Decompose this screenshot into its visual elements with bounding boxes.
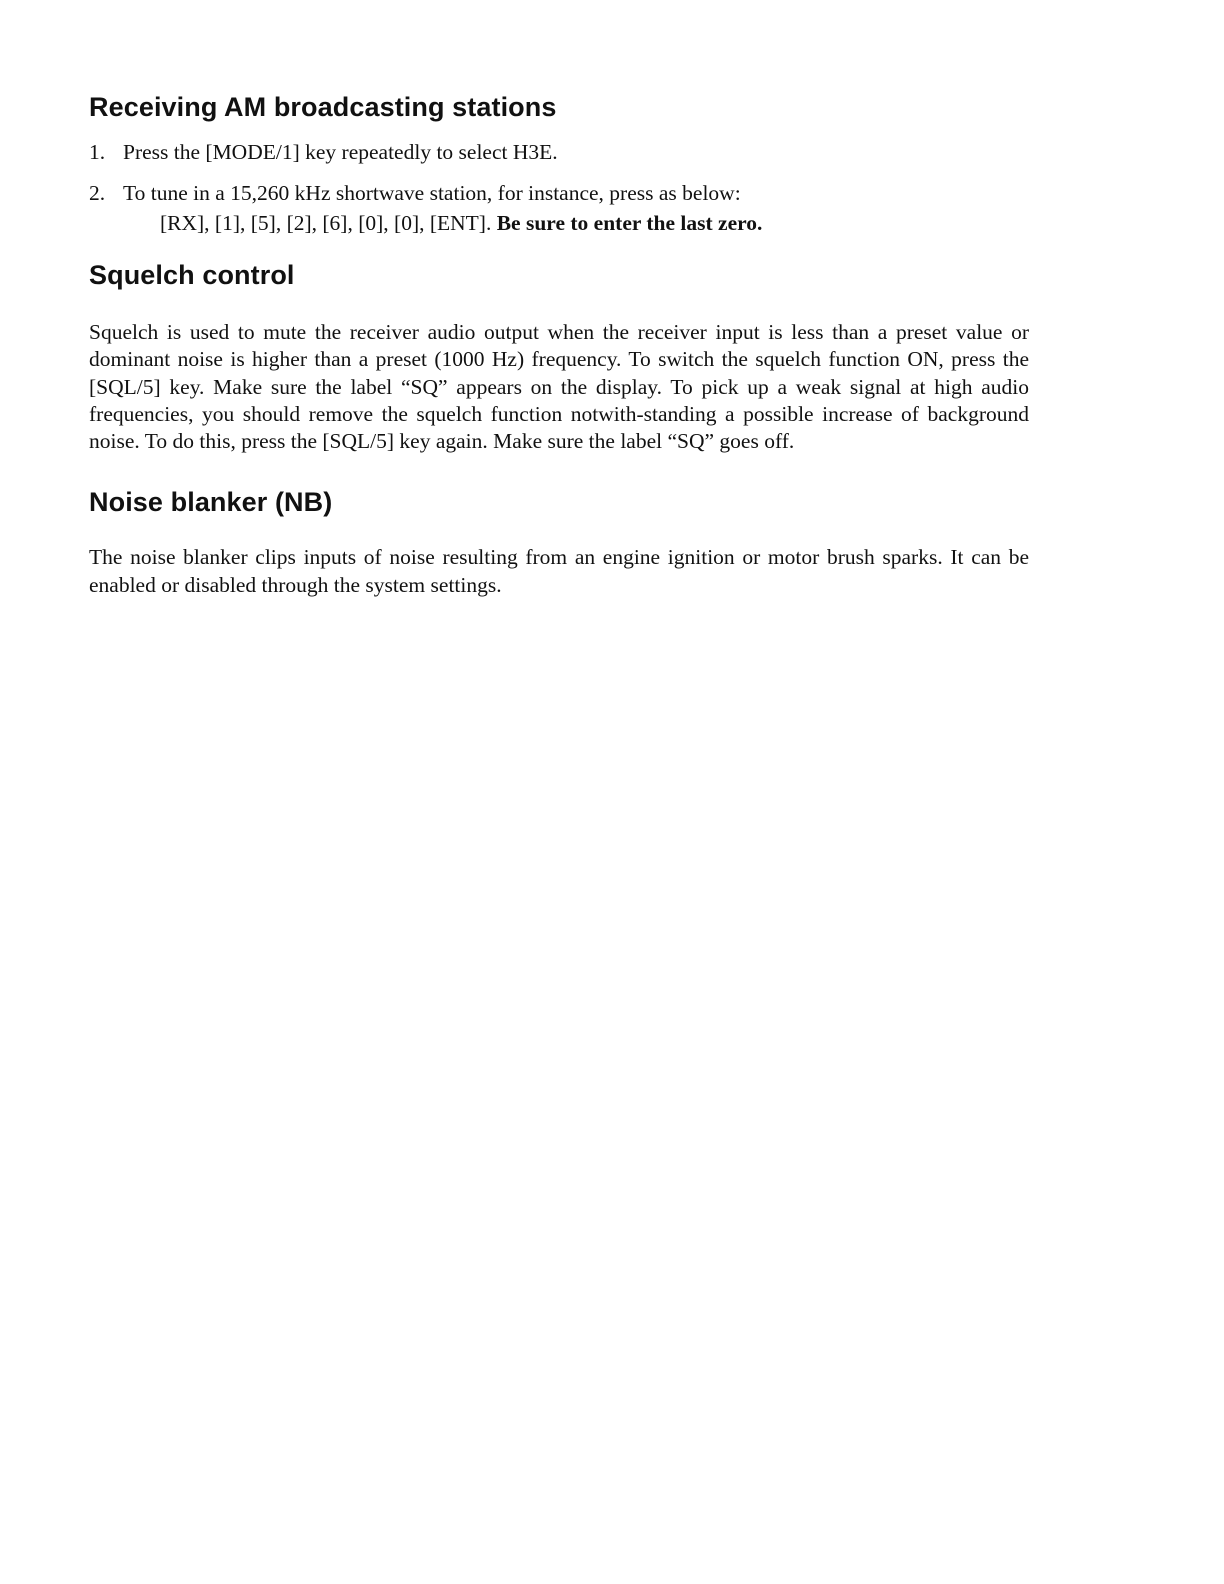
steps-list [89, 139, 1029, 206]
page-content [89, 92, 1029, 599]
key-sequence-note: Be sure to enter the last zero. [496, 211, 763, 235]
step-number: 1. [89, 140, 106, 164]
step-number: 2. [89, 181, 106, 205]
list-item [89, 139, 1029, 165]
section-heading-receiving-am: Receiving AM broadcasting stations [89, 92, 557, 122]
section-heading-squelch: Squelch control [89, 260, 295, 290]
key-sequence: [RX], [1], [5], [2], [6], [0], [0], [ENT]. [160, 211, 492, 235]
section-heading-noise-blanker: Noise blanker (NB) [89, 487, 333, 518]
squelch-paragraph: Squelch is used to mute the receiver audio output when the receiver input is less than a preset value or dominant noise is higher than a preset (1000 Hz) frequency. To switch the squelch function ON, press the [SQL/5] key. Make sure the label “SQ” appears on the display. To pick up a weak signal at high audio frequencies, you should remove the squelch function notwith-standing a possible increase of background noise. To do this, press the [SQL/5] key again. Make sure the label “SQ” goes off. [89, 320, 1029, 454]
noise-blanker-paragraph: The noise blanker clips inputs of noise resulting from an engine ignition or motor brush sparks. It can be enabled or disabled through the system settings. [89, 545, 1029, 597]
step-text: Press the [MODE/1] key repeatedly to select H3E. [123, 140, 558, 164]
key-sequence-line [160, 210, 1029, 236]
step-text: To tune in a 15,260 kHz shortwave station, for instance, press as below: [123, 181, 741, 205]
list-item [89, 180, 1029, 206]
